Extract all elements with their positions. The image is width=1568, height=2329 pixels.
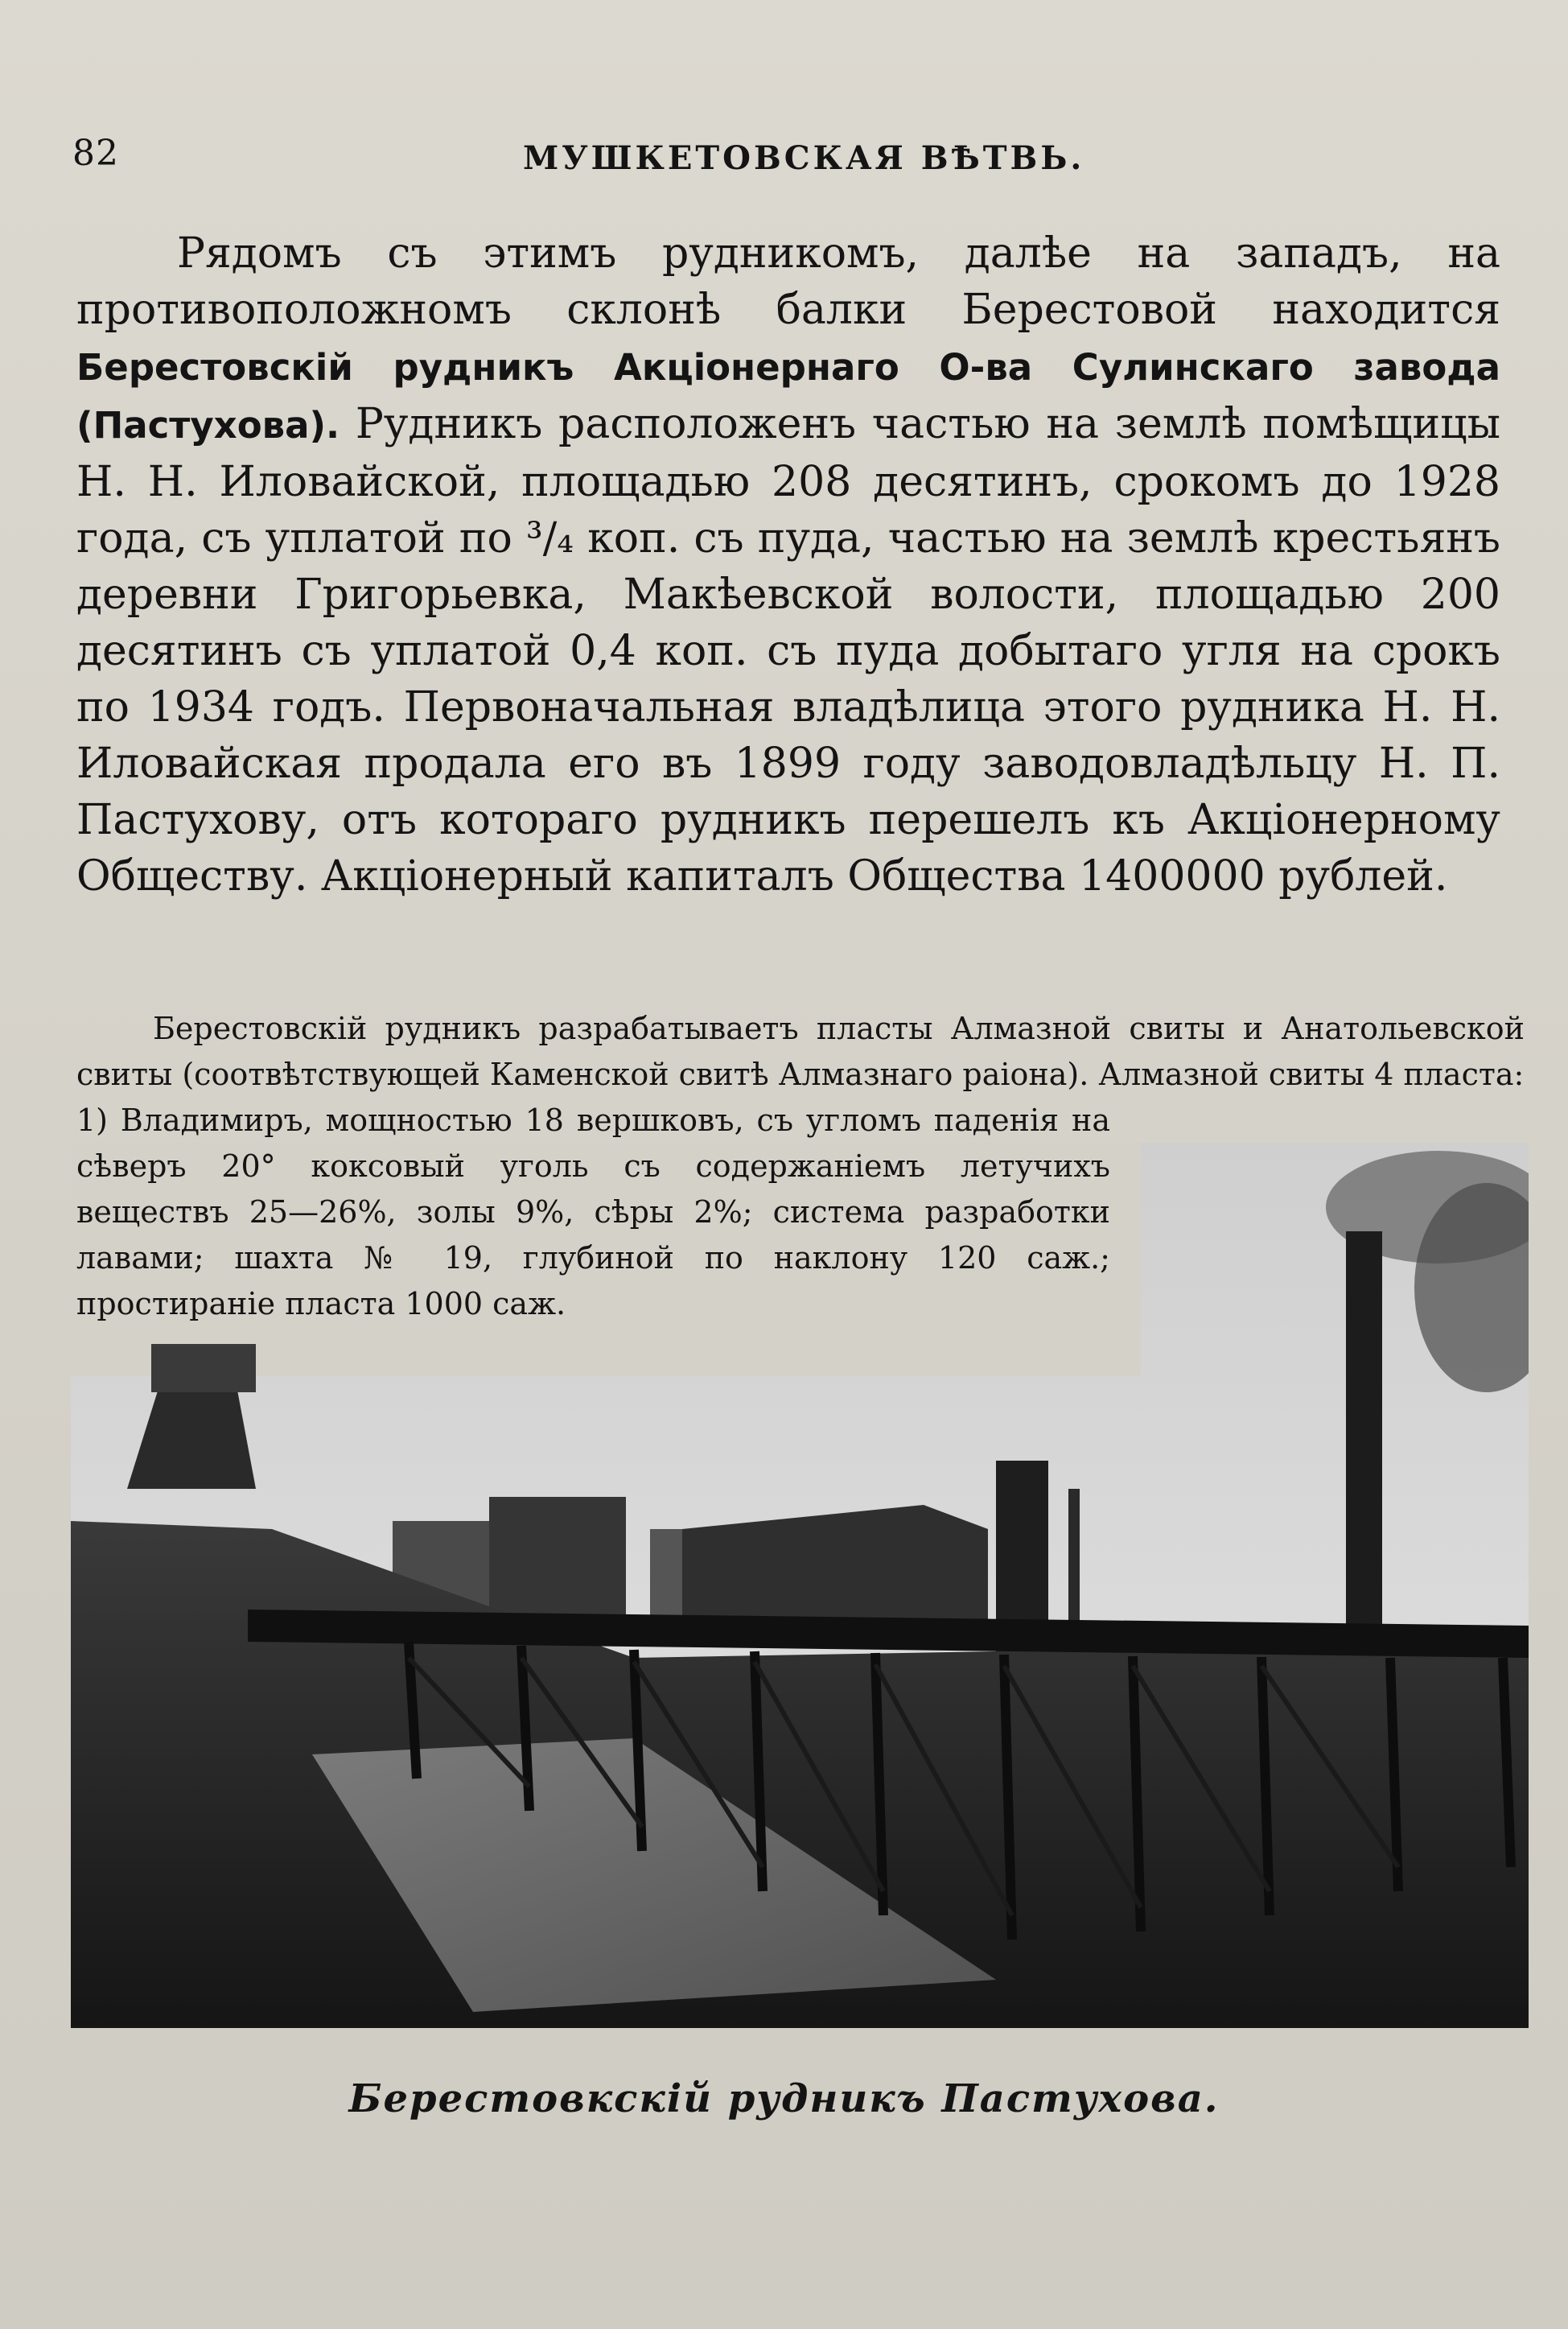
paragraph-text-2: Рудникъ расположенъ частью на землѣ помѣщицы Н. Н. Иловайской, площадью 208 десятинъ, срокомъ до 1928 года, съ уплатой по ³/₄ коп. съ пуда, частью на землѣ крестьянъ деревни Григорьевка, Макѣевской волости, площадью 200 десятинъ съ уплатой 0,4 коп. съ пуда добытаго угля на срокъ по 1934 годъ. Первоначальная владѣлица этого рудника Н. Н. Иловайская продала его въ 1899 году заводовладѣльцу Н. П. Пастухову, отъ котораго рудникъ перешелъ къ Акцiонерному Обществу. Акцiонерный капиталъ Общества 1400000 рублей. bbox=[76, 400, 1500, 901]
main-paragraph bbox=[76, 225, 1500, 905]
page-number: 82 bbox=[72, 133, 119, 174]
seam-description: 1) Владимиръ, мощностью 18 вершковъ, съ угломъ паденiя на сѣверъ 20° коксовый уголь съ содержанiемъ летучихъ веществъ 25—26%, золы 9%, сѣры 2%; система разработки лавами; шахта № 19, глубиной по наклону 120 саж.; простиранiе пласта 1000 саж. bbox=[76, 1103, 1110, 1321]
page-header bbox=[72, 133, 1521, 181]
mine-name-bold: Берестовскiй рудникъ Акцiонернаго О-ва Сулинскаго завода (Пастухова). bbox=[76, 346, 1500, 447]
paragraph-text-1: Рядомъ съ этимъ рудникомъ, далѣе на западъ, на противоположномъ склонѣ балки Берестовой находится bbox=[76, 229, 1500, 334]
small-print-line: Берестовскiй рудникъ разрабатываетъ пласты Алмазной свиты и Анатольевской свиты (соотвѣтствующей Каменской свитѣ Алмазнаго раiона). Алмазной свиты 4 пласта: bbox=[76, 1011, 1525, 1092]
small-print-intro bbox=[76, 1006, 1525, 1098]
running-head: МУШКЕТОВСКАЯ ВѢТВЬ. bbox=[523, 139, 1085, 177]
photo-caption: Берестовкскiй рудникъ Пастухова. bbox=[348, 2076, 1220, 2121]
small-print-details bbox=[76, 1098, 1110, 1327]
